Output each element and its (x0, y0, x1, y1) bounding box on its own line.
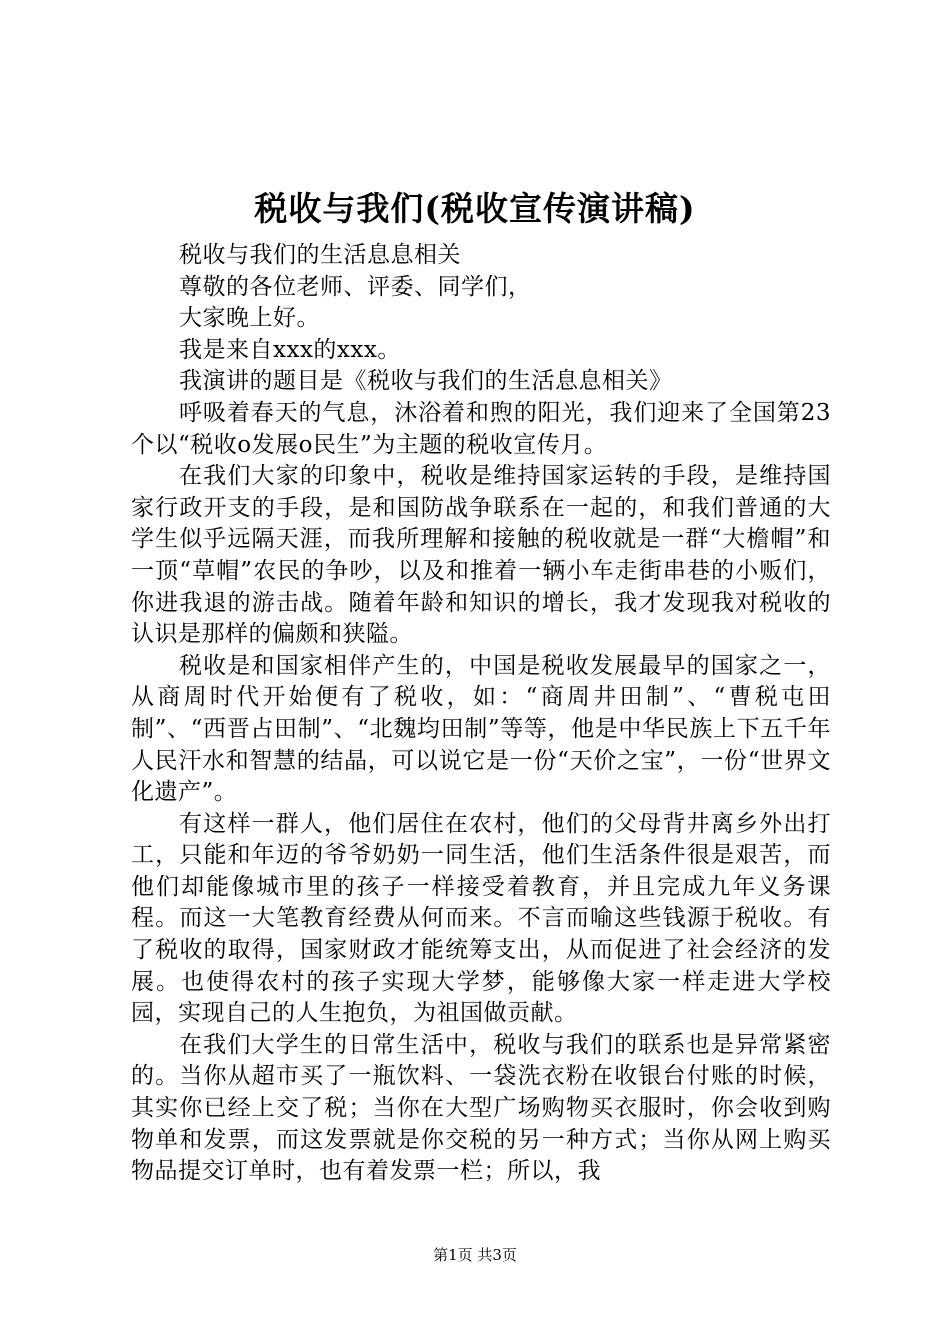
document-body (131, 240, 831, 1188)
paragraph-impression: 在我们大家的印象中，税收是维持国家运转的手段，是维持国家行政开支的手段，是和国防战争联系在一起的，和我们普通的大学生似乎远隔天涯，而我所理解和接触的税收就是一群“大檐帽”和一顶“草帽”农民的争吵，以及和推着一辆小车走街串巷的小贩们，你进我退的游击战。随着年龄和知识的增长，我才发现我对税收的认识是那样的偏颇和狭隘。 (131, 463, 831, 648)
paragraph-intro: 我是来自xxx的xxx。 (179, 336, 401, 363)
paragraph-greeting: 尊敬的各位老师、评委、同学们， (179, 273, 532, 300)
document-title: 税收与我们(税收宣传演讲稿) (254, 189, 696, 228)
paragraph-rural-children: 有这样一群人，他们居住在农村，他们的父母背井离乡外出打工，只能和年迈的爷爷奶奶一同生活，他们生活条件很是艰苦，而他们却能像城市里的孩子一样接受着教育，并且完成九年义务课程。而这一大笔教育经费从何而来。不言而喻这些钱源于税收。有了税收的取得，国家财政才能统筹支出，从而促进了社会经济的发展。也使得农村的孩子实现大学梦，能够像大家一样走进大学校园，实现自己的人生抱负，为祖国做贡献。 (131, 810, 831, 1027)
paragraph-subtitle: 税收与我们的生活息息相关 (179, 242, 461, 268)
paragraph-spring: 呼吸着春天的气息，沐浴着和煦的阳光，我们迎来了全国第23个以“税收o发展o民生”为主题的税收宣传月。 (131, 399, 831, 458)
paragraph-daily-life: 在我们大学生的日常生活中，税收与我们的联系也是异常紧密的。当你从超市买了一瓶饮料、一袋洗衣粉在收银台付账的时候，其实你已经上交了税；当你在大型广场购物买衣服时，你会收到购物单和发票，而这发票就是你交税的另一种方式；当你从网上购买物品提交订单时，也有着发票一栏；所以，我 (131, 1031, 831, 1185)
paragraph-evening: 大家晚上好。 (179, 305, 320, 332)
page-footer: 第1页 共3页 (433, 1246, 517, 1264)
paragraph-topic: 我演讲的题目是《税收与我们的生活息息相关》 (179, 368, 673, 395)
paragraph-history: 税收是和国家相伴产生的，中国是税收发展最早的国家之一，从商周时代开始便有了税收，如：“商周井田制”、“曹税屯田制”、“西晋占田制”、“北魏均田制”等等，他是中华民族上下五千年人民汗水和智慧的结晶，可以说它是一份“天价之宝”，一份“世界文化遗产”。 (131, 652, 831, 806)
